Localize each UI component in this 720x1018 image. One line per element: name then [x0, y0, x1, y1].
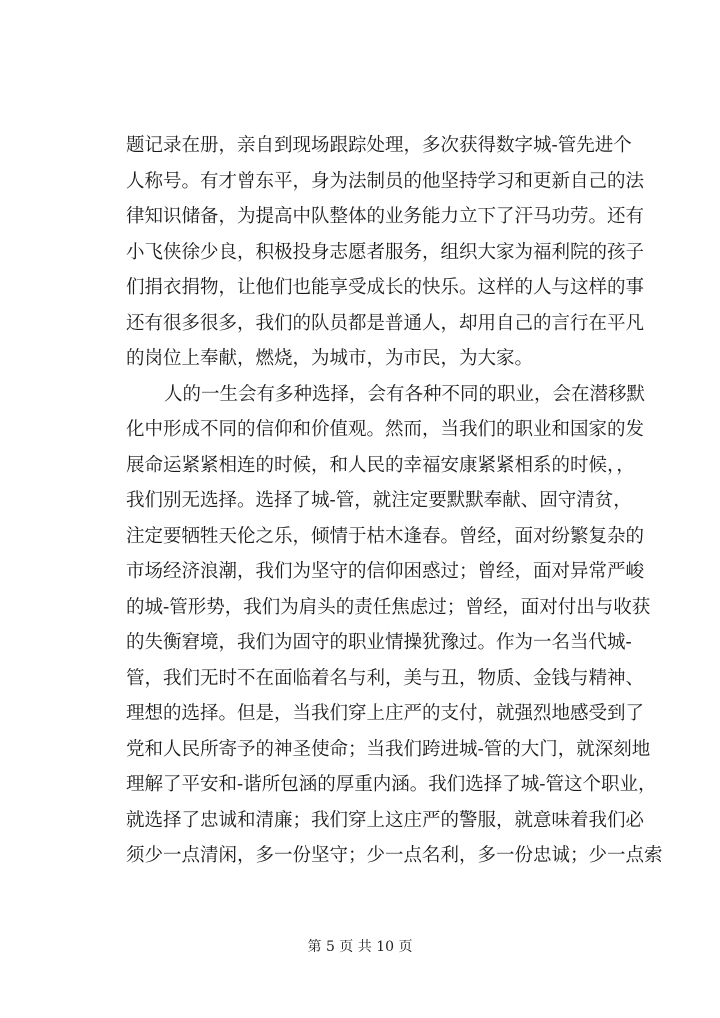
text-line: 理想的选择。但是，当我们穿上庄严的支付，就强烈地感受到了 — [126, 703, 645, 724]
text-line: 的城-管形势，我们为肩头的责任焦虑过；曾经，面对付出与收获 — [126, 596, 651, 618]
paragraph-end-line: 的岗位上奉献，燃烧，为城市，为市民，为大家。 — [126, 348, 534, 369]
text-line: 市场经济浪潮，我们为坚守的信仰困惑过；曾经，面对异常严峻 — [126, 561, 645, 582]
paragraph-start-line: 人的一生会有多种选择，会有各种不同的职业，会在潜移默 — [164, 383, 646, 405]
text-line: 理解了平安和-谐所包涵的厚重内涵。我们选择了城-管这个职业， — [126, 774, 657, 795]
text-line: 化中形成不同的信仰和价值观。然而，当我们的职业和国家的发 — [126, 419, 645, 440]
text-line: 人称号。有才曾东平，身为法制员的他坚持学习和更新自己的法 — [126, 170, 645, 192]
text-line: 题记录在册，亲自到现场跟踪处理，多次获得数字城-管先进个 — [126, 135, 632, 156]
text-line: 注定要牺牲天伦之乐，倾情于枯木逢春。曾经，面对纷繁复杂的 — [126, 525, 645, 547]
text-line: 就选择了忠诚和清廉；我们穿上这庄严的警服，就意味着我们必 — [126, 809, 645, 831]
text-line: 还有很多很多，我们的队员都是普通人，却用自己的言行在平凡 — [126, 312, 645, 334]
document-body — [126, 128, 663, 874]
text-line: 党和人民所寄予的神圣使命；当我们跨进城-管的大门，就深刻地 — [126, 738, 651, 760]
text-line: 须少一点清闲，多一份坚守；少一点名利，多一份忠诚；少一点索 — [126, 845, 663, 866]
text-line: 小飞侠徐少良，积极投身志愿者服务，组织大家为福利院的孩子 — [126, 241, 645, 263]
text-line: 展命运紧紧相连的时候，和人民的幸福安康紧紧相系的时候，， — [126, 454, 635, 476]
text-line: 我们别无选择。选择了城-管，就注定要默默奉献、固守清贫， — [126, 490, 632, 511]
text-line: 的失衡窘境，我们为固守的职业情操犹豫过。作为一名当代城- — [126, 632, 632, 653]
text-line: 律知识储备，为提高中队整体的业务能力立下了汗马功劳。还有 — [126, 206, 645, 227]
text-line: 们捐衣捐物，让他们也能享受成长的快乐。这样的人与这样的事 — [126, 277, 645, 298]
text-line: 管，我们无时不在面临着名与利，美与丑，物质、金钱与精神、 — [126, 667, 645, 689]
page-number-footer: 第 5 页 共 10 页 — [307, 939, 413, 955]
